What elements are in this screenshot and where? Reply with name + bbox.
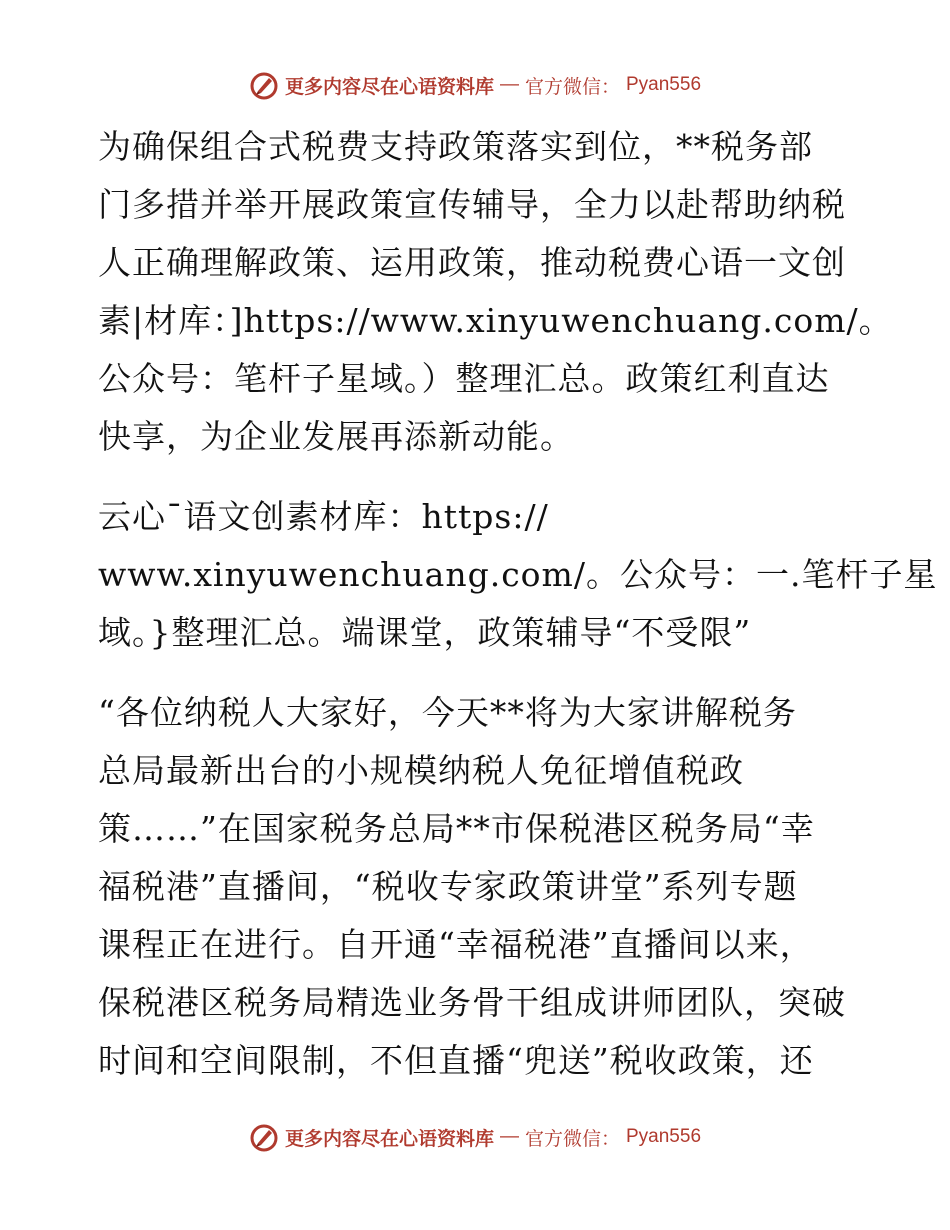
text-line: 素|材库：]https://www.xinyuwenchuang.com/。 — [98, 301, 893, 340]
text-line: 快享，为企业发展再添新动能。 — [98, 417, 574, 456]
watermark-brand: 更多内容尽在心语资料库 — [284, 1128, 494, 1150]
text-line: 策……”在国家税务总局**市保税港区税务局“幸 — [98, 809, 815, 848]
text-line: 福税港”直播间，“税收专家政策讲堂”系列专题 — [98, 867, 798, 906]
text-line: 保税港区税务局精选业务骨干组成讲师团队，突破 — [98, 983, 846, 1022]
text-line: 域。}整理汇总。端课堂，政策辅导“不受限” — [98, 613, 752, 652]
watermark-id: Pyan556 — [626, 74, 702, 95]
footer-watermark — [0, 1122, 950, 1152]
text-line: “各位纳税人大家好，今天**将为大家讲解税务 — [98, 693, 797, 732]
document-body — [98, 118, 938, 1112]
paragraph-3 — [98, 684, 854, 1090]
text-line: 为确保组合式税费支持政策落实到位，**税务部 — [98, 127, 813, 166]
header-watermark — [0, 70, 950, 100]
text-line: 门多措并举开展政策宣传辅导，全力以赴帮助纳税 — [98, 185, 846, 224]
paragraph-2 — [98, 488, 938, 662]
brand-logo-icon — [249, 1122, 279, 1152]
brand-logo-icon — [249, 70, 279, 100]
watermark-official: 官方微信： — [524, 1128, 620, 1150]
text-line: 人正确理解政策、运用政策，推动税费心语一文创 — [98, 243, 846, 282]
text-line: www.xinyuwenchuang.com/。公众号：一.笔杆子星 — [98, 555, 938, 594]
watermark-brand: 更多内容尽在心语资料库 — [284, 76, 494, 98]
text-line: 总局最新出台的小规模纳税人免征增值税政 — [98, 751, 744, 790]
watermark-id: Pyan556 — [626, 1126, 702, 1147]
text-line: 云心¯语文创素材库：https:// — [98, 497, 549, 536]
text-line: 时间和空间限制，不但直播“兜送”税收政策，还 — [98, 1041, 814, 1080]
watermark-dash: — — [499, 74, 519, 95]
text-line: 课程正在进行。自开通“幸福税港”直播间以来， — [98, 925, 814, 964]
watermark-official: 官方微信： — [524, 76, 620, 98]
watermark-dash: — — [499, 1126, 519, 1147]
paragraph-1 — [98, 118, 893, 466]
text-line: 公众号：笔杆子星域。）整理汇总。政策红利直达 — [98, 359, 830, 398]
